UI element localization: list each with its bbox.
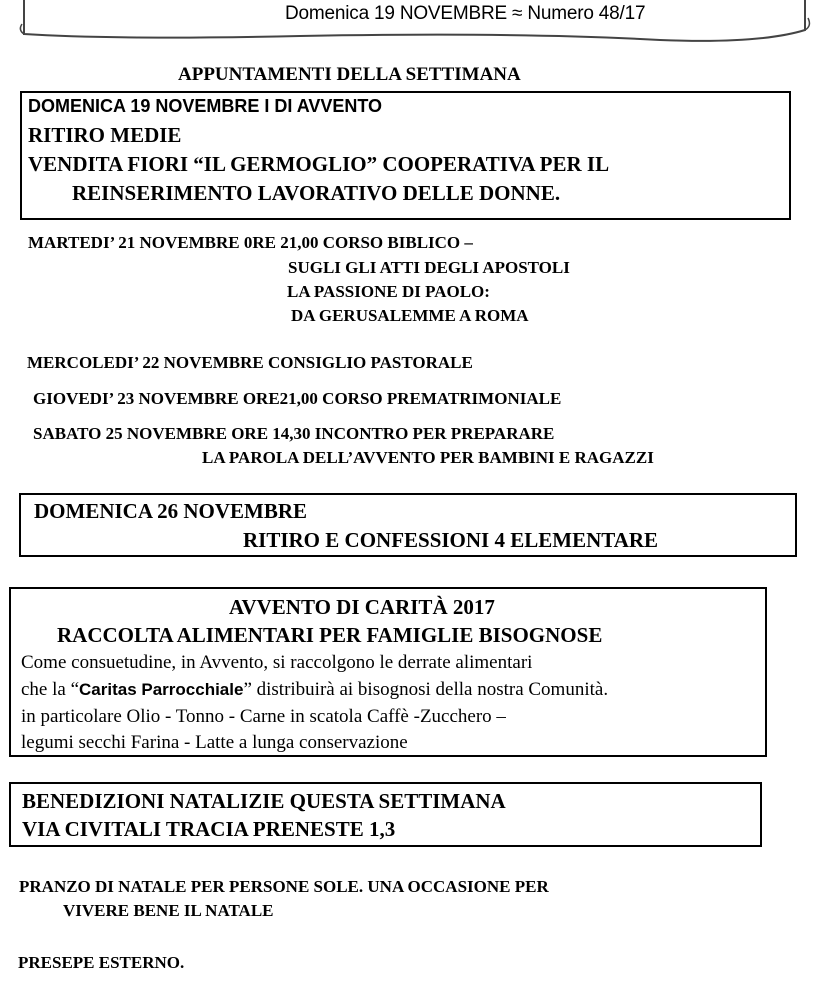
sunday-19-box: [20, 91, 791, 220]
sunday-26-line2: RITIRO E CONFESSIONI 4 ELEMENTARE: [243, 528, 659, 552]
charity-text-line2-end: ” distribuirà ai bisognosi della nostra Comunità.: [243, 679, 609, 700]
charity-text-line3: in particolare Olio - Tonno - Carne in scatola Caffè -Zucchero –: [21, 706, 506, 727]
charity-subtitle: RACCOLTA ALIMENTARI PER FAMIGLIE BISOGNOSE: [57, 623, 603, 647]
issue-date: Domenica 19 NOVEMBRE ≈ Numero 48/17: [285, 3, 646, 24]
event-thursday: GIOVEDI’ 23 NOVEMBRE ORE21,00 CORSO PREMATRIMONIALE: [33, 389, 562, 408]
charity-text-line2: [21, 679, 608, 701]
sunday-26-title: DOMENICA 26 NOVEMBRE: [34, 499, 308, 523]
blessings-streets: VIA CIVITALI TRACIA PRENESTE 1,3: [22, 817, 396, 841]
header-banner: [0, 0, 838, 44]
event-wednesday: MERCOLEDI’ 22 NOVEMBRE CONSIGLIO PASTORALE: [27, 353, 473, 372]
event-tuesday-line3: LA PASSIONE DI PAOLO:: [287, 282, 490, 301]
sunday-19-line2: RITIRO MEDIE: [28, 123, 182, 147]
event-saturday-line2: LA PAROLA DELL’AVVENTO PER BAMBINI E RAGAZZI: [202, 448, 654, 467]
week-title: APPUNTAMENTI DELLA SETTIMANA: [178, 64, 521, 85]
sunday-19-title: DOMENICA 19 NOVEMBRE I DI AVVENTO: [28, 96, 383, 116]
event-tuesday-line2: SUGLI GLI ATTI DEGLI APOSTOLI: [288, 258, 570, 277]
blessings-title: BENEDIZIONI NATALIZIE QUESTA SETTIMANA: [22, 789, 506, 813]
lunch-line2: VIVERE BENE IL NATALE: [63, 901, 274, 920]
charity-text-line1: Come consuetudine, in Avvento, si raccolgono le derrate alimentari: [21, 652, 533, 673]
charity-text-line4: legumi secchi Farina - Latte a lunga conservazione: [21, 732, 408, 753]
sunday-19-line3: VENDITA FIORI “IL GERMOGLIO” COOPERATIVA PER IL: [28, 152, 610, 176]
nativity-line: PRESEPE ESTERNO.: [18, 953, 185, 972]
event-saturday-line1: SABATO 25 NOVEMBRE ORE 14,30 INCONTRO PER PREPARARE: [33, 424, 555, 443]
charity-box: [9, 587, 767, 757]
sunday-26-box: [19, 493, 797, 557]
event-tuesday-line4: DA GERUSALEMME A ROMA: [291, 306, 529, 325]
charity-title: AVVENTO DI CARITÀ 2017: [229, 595, 495, 619]
event-tuesday-line1: MARTEDI’ 21 NOVEMBRE 0RE 21,00 CORSO BIBLICO –: [28, 233, 473, 252]
lunch-line1: PRANZO DI NATALE PER PERSONE SOLE. UNA OCCASIONE PER: [19, 877, 549, 896]
blessings-box: [9, 782, 762, 847]
caritas-name: Caritas Parrocchiale: [79, 680, 244, 699]
charity-text-line2-start: che la “: [21, 679, 80, 700]
sunday-19-line4: REINSERIMENTO LAVORATIVO DELLE DONNE.: [72, 181, 561, 205]
